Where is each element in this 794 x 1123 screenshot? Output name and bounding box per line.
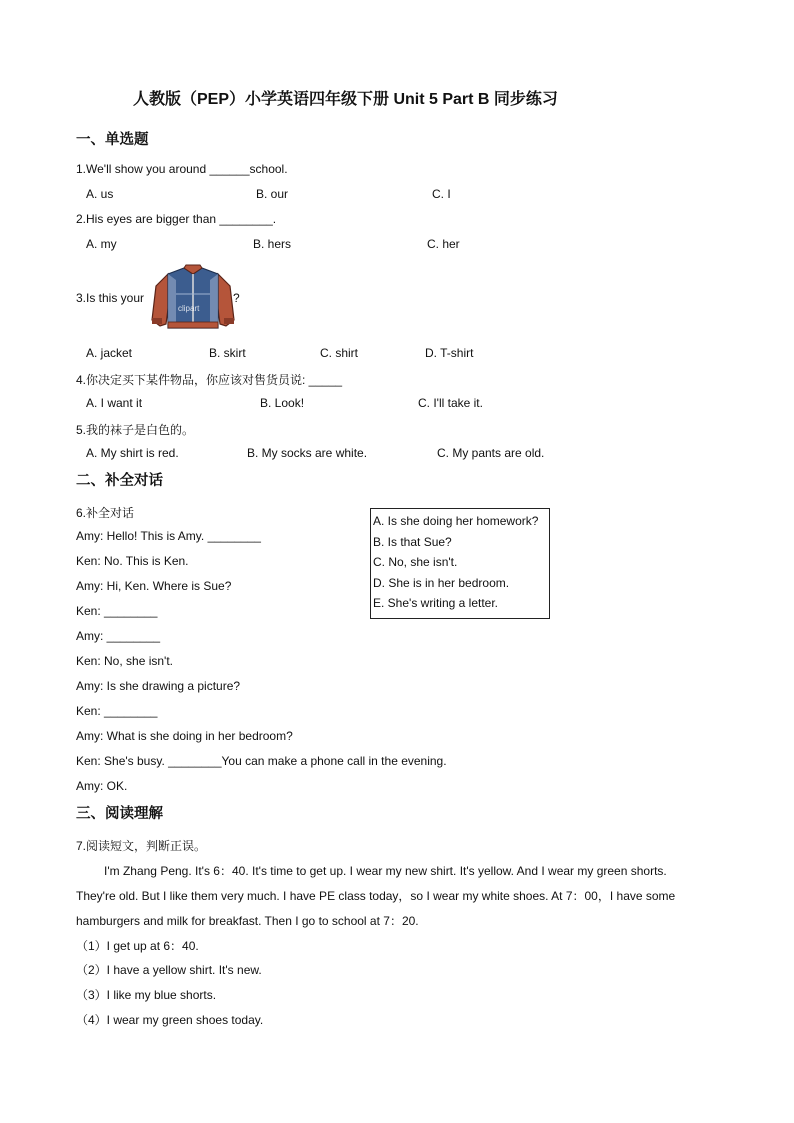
dialogue-line: Ken: ________ [76, 704, 158, 718]
dialogue-line: Amy: Hello! This is Amy. ________ [76, 529, 261, 543]
choice-c: C. No, she isn't. [373, 555, 458, 569]
choice-b: B. Is that Sue? [373, 535, 452, 549]
dialogue-line: Ken: No, she isn't. [76, 654, 174, 668]
question-5-option-b[interactable]: B. My socks are white. [247, 446, 368, 460]
jacket-image [150, 264, 236, 334]
question-3-option-a[interactable]: A. jacket [86, 346, 133, 360]
statement-4: （4）I wear my green shoes today. [76, 1013, 264, 1027]
statement-1: （1）I get up at 6：40. [76, 939, 199, 953]
question-5-option-c[interactable]: C. My pants are old. [437, 446, 545, 460]
question-4-option-a[interactable]: A. I want it [86, 396, 143, 410]
choice-d: D. She is in her bedroom. [373, 576, 510, 590]
passage-line: They're old. But I like them very much. I have PE class today，so I wear my white shoes. At 7：00，I have some [76, 889, 676, 903]
dialogue-line: Ken: ________ [76, 604, 158, 618]
question-3-option-d[interactable]: D. T-shirt [425, 346, 474, 360]
watermark-text: clipart [178, 304, 200, 313]
question-3-option-c[interactable]: C. shirt [320, 346, 359, 360]
question-7-stem: 7.阅读短文，判断正误。 [76, 839, 207, 853]
dialogue-line: Amy: Hi, Ken. Where is Sue? [76, 579, 232, 593]
passage-line: I'm Zhang Peng. It's 6：40. It's time to get up. I wear my new shirt. It's yellow. And I wear my green shorts. [104, 864, 667, 878]
statement-3: （3）I like my blue shorts. [76, 988, 217, 1002]
choice-e: E. She's writing a letter. [373, 596, 499, 610]
dialogue-line: Amy: What is she doing in her bedroom? [76, 729, 293, 743]
statement-2: （2）I have a yellow shirt. It's new. [76, 963, 262, 977]
page-title: 人教版（PEP）小学英语四年级下册 Unit 5 Part B 同步练习 [133, 91, 558, 108]
question-4-option-b[interactable]: B. Look! [260, 396, 305, 410]
question-3-option-b[interactable]: B. skirt [209, 346, 246, 360]
question-4-stem: 4.你决定买下某件物品，你应该对售货员说: _____ [76, 373, 343, 387]
question-3-stem-end: ? [233, 291, 240, 305]
question-4-option-c[interactable]: C. I'll take it. [418, 396, 483, 410]
section-heading-reading: 三、阅读理解 [76, 806, 163, 822]
question-6-stem: 6.补全对话 [76, 506, 135, 520]
question-2-option-c[interactable]: C. her [427, 237, 460, 251]
question-5-stem: 5.我的袜子是白色的。 [76, 423, 195, 437]
question-2-stem: 2.His eyes are bigger than ________. [76, 212, 277, 226]
question-1-stem: 1.We'll show you around ______school. [76, 162, 288, 176]
passage-line: hamburgers and milk for breakfast. Then I go to school at 7：20. [76, 914, 419, 928]
question-1-option-b[interactable]: B. our [256, 187, 289, 201]
dialogue-line: Amy: Is she drawing a picture? [76, 679, 241, 693]
question-2-option-b[interactable]: B. hers [253, 237, 292, 251]
question-5-option-a[interactable]: A. My shirt is red. [86, 446, 179, 460]
question-1-option-c[interactable]: C. I [432, 187, 451, 201]
question-3-stem: 3.Is this your [76, 291, 145, 305]
dialogue-line: Ken: No. This is Ken. [76, 554, 189, 568]
section-heading-dialogue: 二、补全对话 [76, 473, 163, 489]
dialogue-line: Ken: She's busy. ________You can make a phone call in the evening. [76, 754, 447, 768]
choice-a: A. Is she doing her homework? [373, 514, 539, 528]
dialogue-choices-box [370, 508, 550, 619]
question-1-option-a[interactable]: A. us [86, 187, 114, 201]
dialogue-line: Amy: OK. [76, 779, 128, 793]
question-2-option-a[interactable]: A. my [86, 237, 117, 251]
dialogue-line: Amy: ________ [76, 629, 161, 643]
section-heading-single-choice: 一、单选题 [76, 132, 149, 148]
